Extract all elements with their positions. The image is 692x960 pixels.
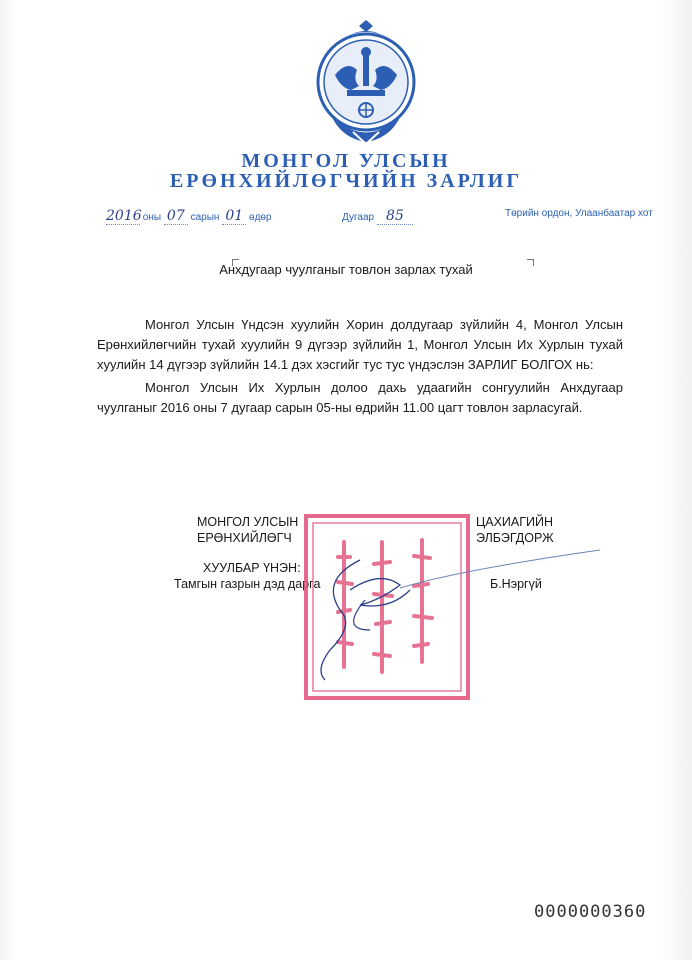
document-place: Төрийн ордон, Улаанбаатар хот	[505, 208, 653, 219]
date-day-suffix: өдөр	[249, 212, 272, 223]
number-label: Дугаар	[342, 212, 375, 223]
document-date	[106, 208, 272, 225]
document-number	[342, 208, 413, 225]
signatory-name-line1: ЦАХИАГИЙН	[476, 515, 554, 529]
header-title-line2: ЕРӨНХИЙЛӨГЧИЙН ЗАРЛИГ	[169, 170, 523, 192]
signatory-title-line2: ЕРӨНХИЙЛӨГЧ	[197, 531, 292, 545]
date-year-suffix: оны	[142, 212, 162, 223]
body-paragraph-1: Монгол Улсын Үндсэн хуулийн Хорин долдугаар зүйлийн 4, Монгол Улсын Ерөнхийлөгчийн тухай хуулийн 9 дүгээр зүйлийн 1, Монгол Улсын Их Хурлын тухай хуулийн 14 дүгээр зүйлийн 14.1 дэх хэсгийг тус тус үндэслэн ЗАРЛИГ БОЛГОХ нь:	[97, 317, 623, 372]
state-emblem-icon	[311, 20, 421, 150]
number-value: 85	[377, 208, 413, 225]
signatory-title-line1: МОНГОЛ УЛСЫН	[197, 515, 299, 529]
signatory-name-line2: ЭЛБЭГДОРЖ	[476, 531, 554, 545]
header-title-line1: МОНГОЛ УЛСЫН	[241, 150, 451, 172]
body-paragraph-2: Монгол Улсын Их Хурлын долоо дахь удаагийн сонгуулийн Анхдугаар чуулганыг 2016 оны 7 дугаар сарын 05-ны өдрийн 11.00 цагт товлон зарласугай.	[97, 380, 623, 415]
copy-certified-label: ХУУЛБАР ҮНЭН:	[203, 561, 301, 575]
date-day: 01	[222, 208, 246, 225]
date-month: 07	[164, 208, 188, 225]
date-year: 2016	[106, 208, 142, 224]
signatory-title	[197, 514, 298, 546]
copy-certifier-title: Тамгын газрын дэд дарга	[174, 577, 321, 591]
document-subject: Анхдугаар чуулганыг товлон зарлах тухай	[219, 262, 473, 277]
date-month-suffix: сарын	[190, 212, 220, 223]
handwritten-signature	[300, 530, 610, 690]
copy-certifier-name: Б.Нэргүй	[490, 577, 542, 591]
serial-number: 0000000360	[534, 902, 647, 922]
